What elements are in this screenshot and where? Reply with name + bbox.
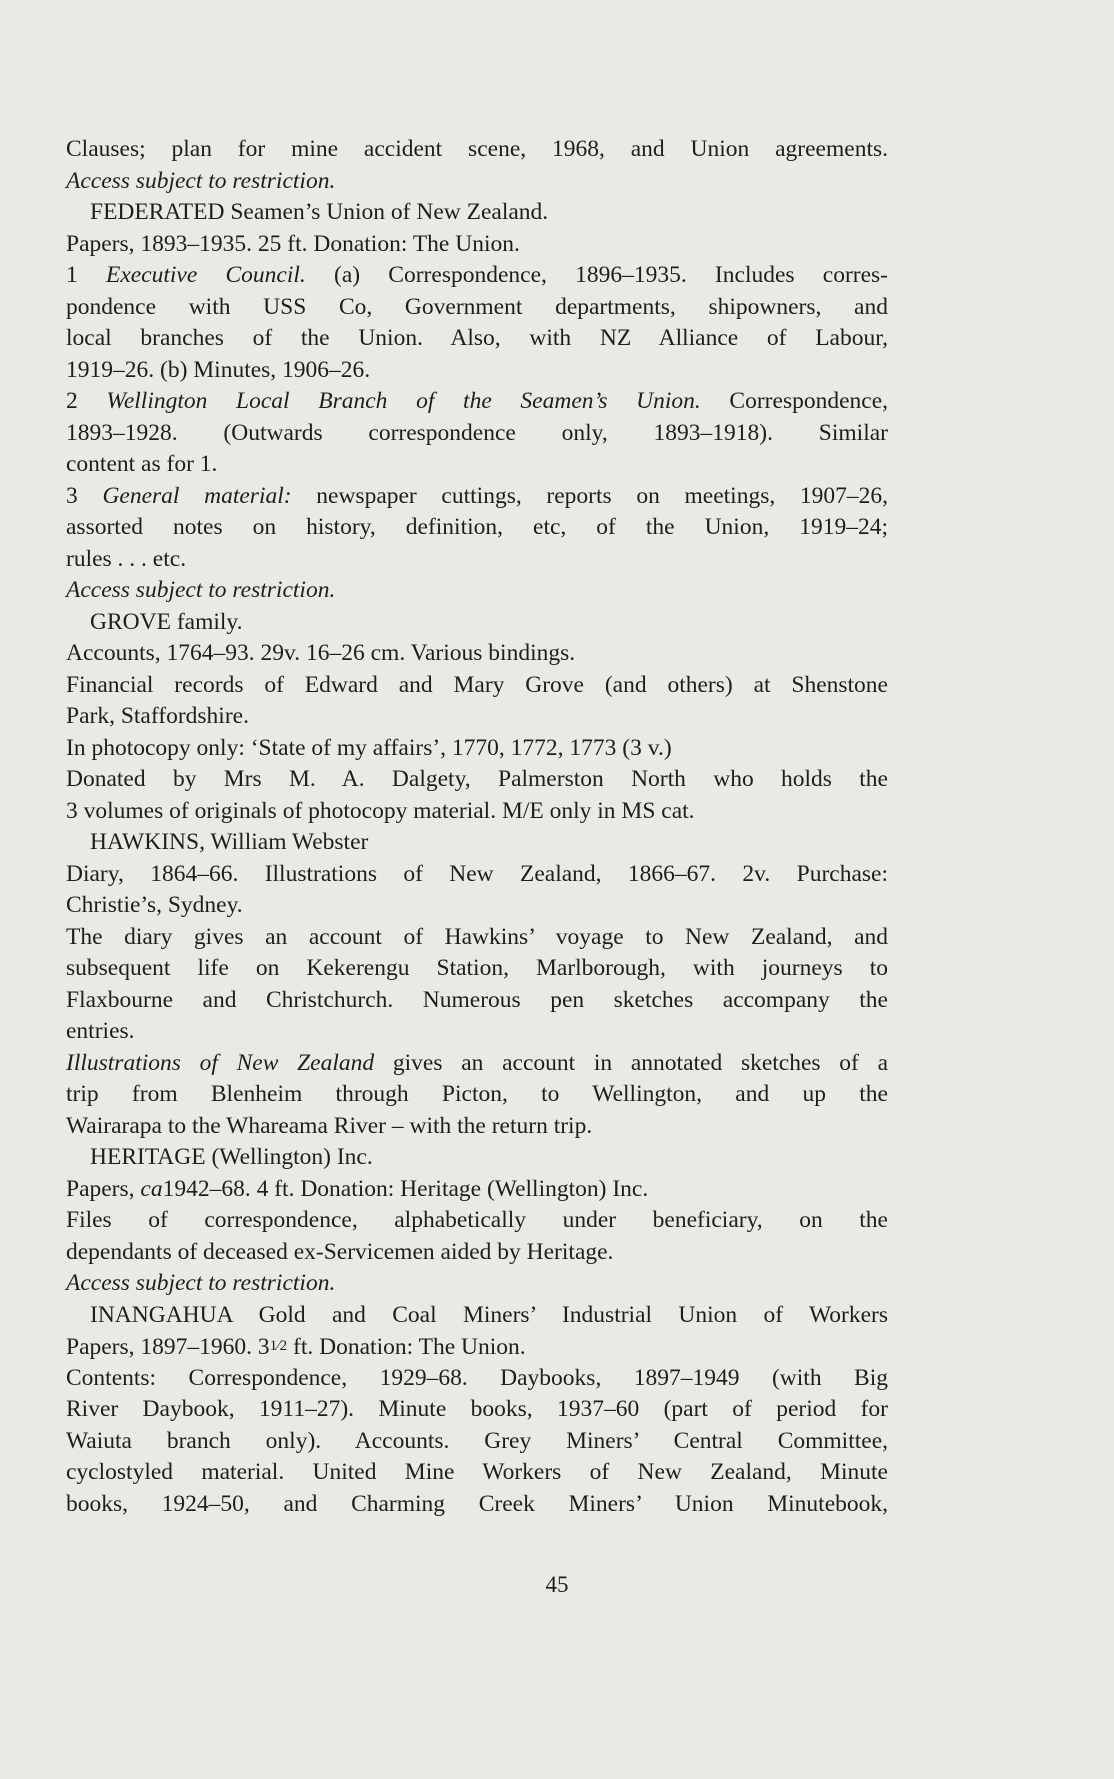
text-segment: gives an account in annotated sketches of a (374, 1049, 888, 1076)
text-segment: newspaper cuttings, reports on meetings, 1907–26, (291, 482, 889, 509)
text-line: books, 1924–50, and Charming Creek Miners’ Union Minutebook, (66, 1490, 888, 1517)
item-number: 3 (66, 482, 103, 509)
text-line: Park, Staffordshire. (66, 703, 249, 729)
text-line: In photocopy only: ‘State of my affairs’, 1770, 1772, 1773 (3 v.) (66, 734, 672, 761)
text-segment: 1942–68. 4 ft. Donation: Heritage (Wellington) Inc. (162, 1175, 649, 1202)
fraction-half: 1⁄2 (269, 1338, 288, 1354)
restriction-note (66, 575, 888, 607)
italic-text: Access subject to restriction. (66, 1270, 336, 1296)
text-line: Files of correspondence, alphabetically under beneficiary, on the (66, 1207, 888, 1233)
text-line (66, 1331, 888, 1363)
restriction-note (66, 1268, 888, 1300)
text-line: Donated by Mrs M. A. Dalgety, Palmerston North who holds the (66, 766, 888, 792)
text-line: 1919–26. (b) Minutes, 1906–26. (66, 356, 371, 383)
text-segment: ft. Donation: The Union. (287, 1334, 526, 1360)
text-line (66, 481, 888, 513)
series-title: Executive Council. (105, 262, 306, 288)
series-title: Wellington Local Branch of the Seamen’s Union. (106, 388, 701, 414)
restriction-note (66, 166, 888, 198)
italic-text: Access subject to restriction. (66, 167, 336, 194)
entry-heading-federated-seamens-union: FEDERATED Seamen’s Union of New Zealand. (90, 199, 549, 225)
text-line: Flaxbourne and Christchurch. Numerous pen sketches accompany the (66, 986, 888, 1013)
circa-abbreviation: ca (140, 1175, 163, 1202)
text-line: Diary, 1864–66. Illustrations of New Zealand, 1866–67. 2v. Purchase: (66, 860, 888, 887)
text-line: River Daybook, 1911–27). Minute books, 1937–60 (part of period for (66, 1396, 888, 1422)
text-line: The diary gives an account of Hawkins’ voyage to New Zealand, and (66, 923, 888, 950)
text-line: entries. (66, 1018, 135, 1044)
entry-heading-heritage: HERITAGE (Wellington) Inc. (90, 1144, 373, 1170)
series-title: General material: (102, 482, 292, 509)
text-line (66, 1174, 888, 1206)
text-line: Accounts, 1764–93. 29v. 16–26 cm. Various bindings. (66, 640, 576, 666)
text-line (66, 260, 888, 292)
italic-text: Access subject to restriction. (66, 577, 336, 603)
entry-heading-grove-family: GROVE family. (90, 608, 243, 635)
text-line: Papers, 1893–1935. 25 ft. Donation: The Union. (66, 230, 520, 257)
item-number: 1 (66, 262, 106, 288)
text-line: Contents: Correspondence, 1929–68. Daybooks, 1897–1949 (with Big (66, 1364, 888, 1391)
text-line (66, 1048, 888, 1080)
text-segment: Correspondence, (700, 388, 889, 414)
text-line: rules . . . etc. (66, 545, 187, 572)
entry-heading-inangahua: INANGAHUA Gold and Coal Miners’ Industrial Union of Workers (90, 1301, 888, 1328)
page-number: 45 (545, 1572, 569, 1597)
text-line: assorted notes on history, definition, etc, of the Union, 1919–24; (66, 514, 888, 540)
text-line: trip from Blenheim through Picton, to Wellington, and up the (66, 1081, 888, 1107)
item-number: 2 (66, 388, 107, 414)
text-line (66, 386, 888, 418)
text-line: cyclostyled material. United Mine Workers of New Zealand, Minute (66, 1459, 888, 1485)
entry-heading-hawkins: HAWKINS, William Webster (90, 829, 369, 855)
work-title: Illustrations of New Zealand (66, 1049, 375, 1076)
text-line: local branches of the Union. Also, with NZ Alliance of Labour, (66, 325, 888, 351)
text-line: Waiuta branch only). Accounts. Grey Miners’ Central Committee, (66, 1427, 888, 1454)
text-segment: Papers, (66, 1175, 141, 1202)
text-segment: Papers, 1897–1960. 3 (66, 1334, 270, 1360)
text-line: content as for 1. (66, 451, 218, 477)
catalogue-text (66, 134, 888, 1520)
text-line: 1893–1928. (Outwards correspondence only, 1893–1918). Similar (66, 419, 888, 446)
text-line: subsequent life on Kekerengu Station, Marlborough, with journeys to (66, 955, 888, 981)
text-line: dependants of deceased ex-Servicemen aided by Heritage. (66, 1238, 614, 1265)
text-line: Clauses; plan for mine accident scene, 1968, and Union agreements. (66, 136, 888, 162)
text-line: Financial records of Edward and Mary Grove (and others) at Shenstone (66, 671, 888, 698)
text-line: pondence with USS Co, Government departments, shipowners, and (66, 293, 888, 320)
text-line: 3 volumes of originals of photocopy material. M/E only in MS cat. (66, 797, 695, 824)
text-line: Christie’s, Sydney. (66, 892, 243, 918)
text-line: Wairarapa to the Whareama River – with the return trip. (66, 1112, 593, 1139)
text-segment: (a) Correspondence, 1896–1935. Includes corres- (305, 262, 888, 288)
